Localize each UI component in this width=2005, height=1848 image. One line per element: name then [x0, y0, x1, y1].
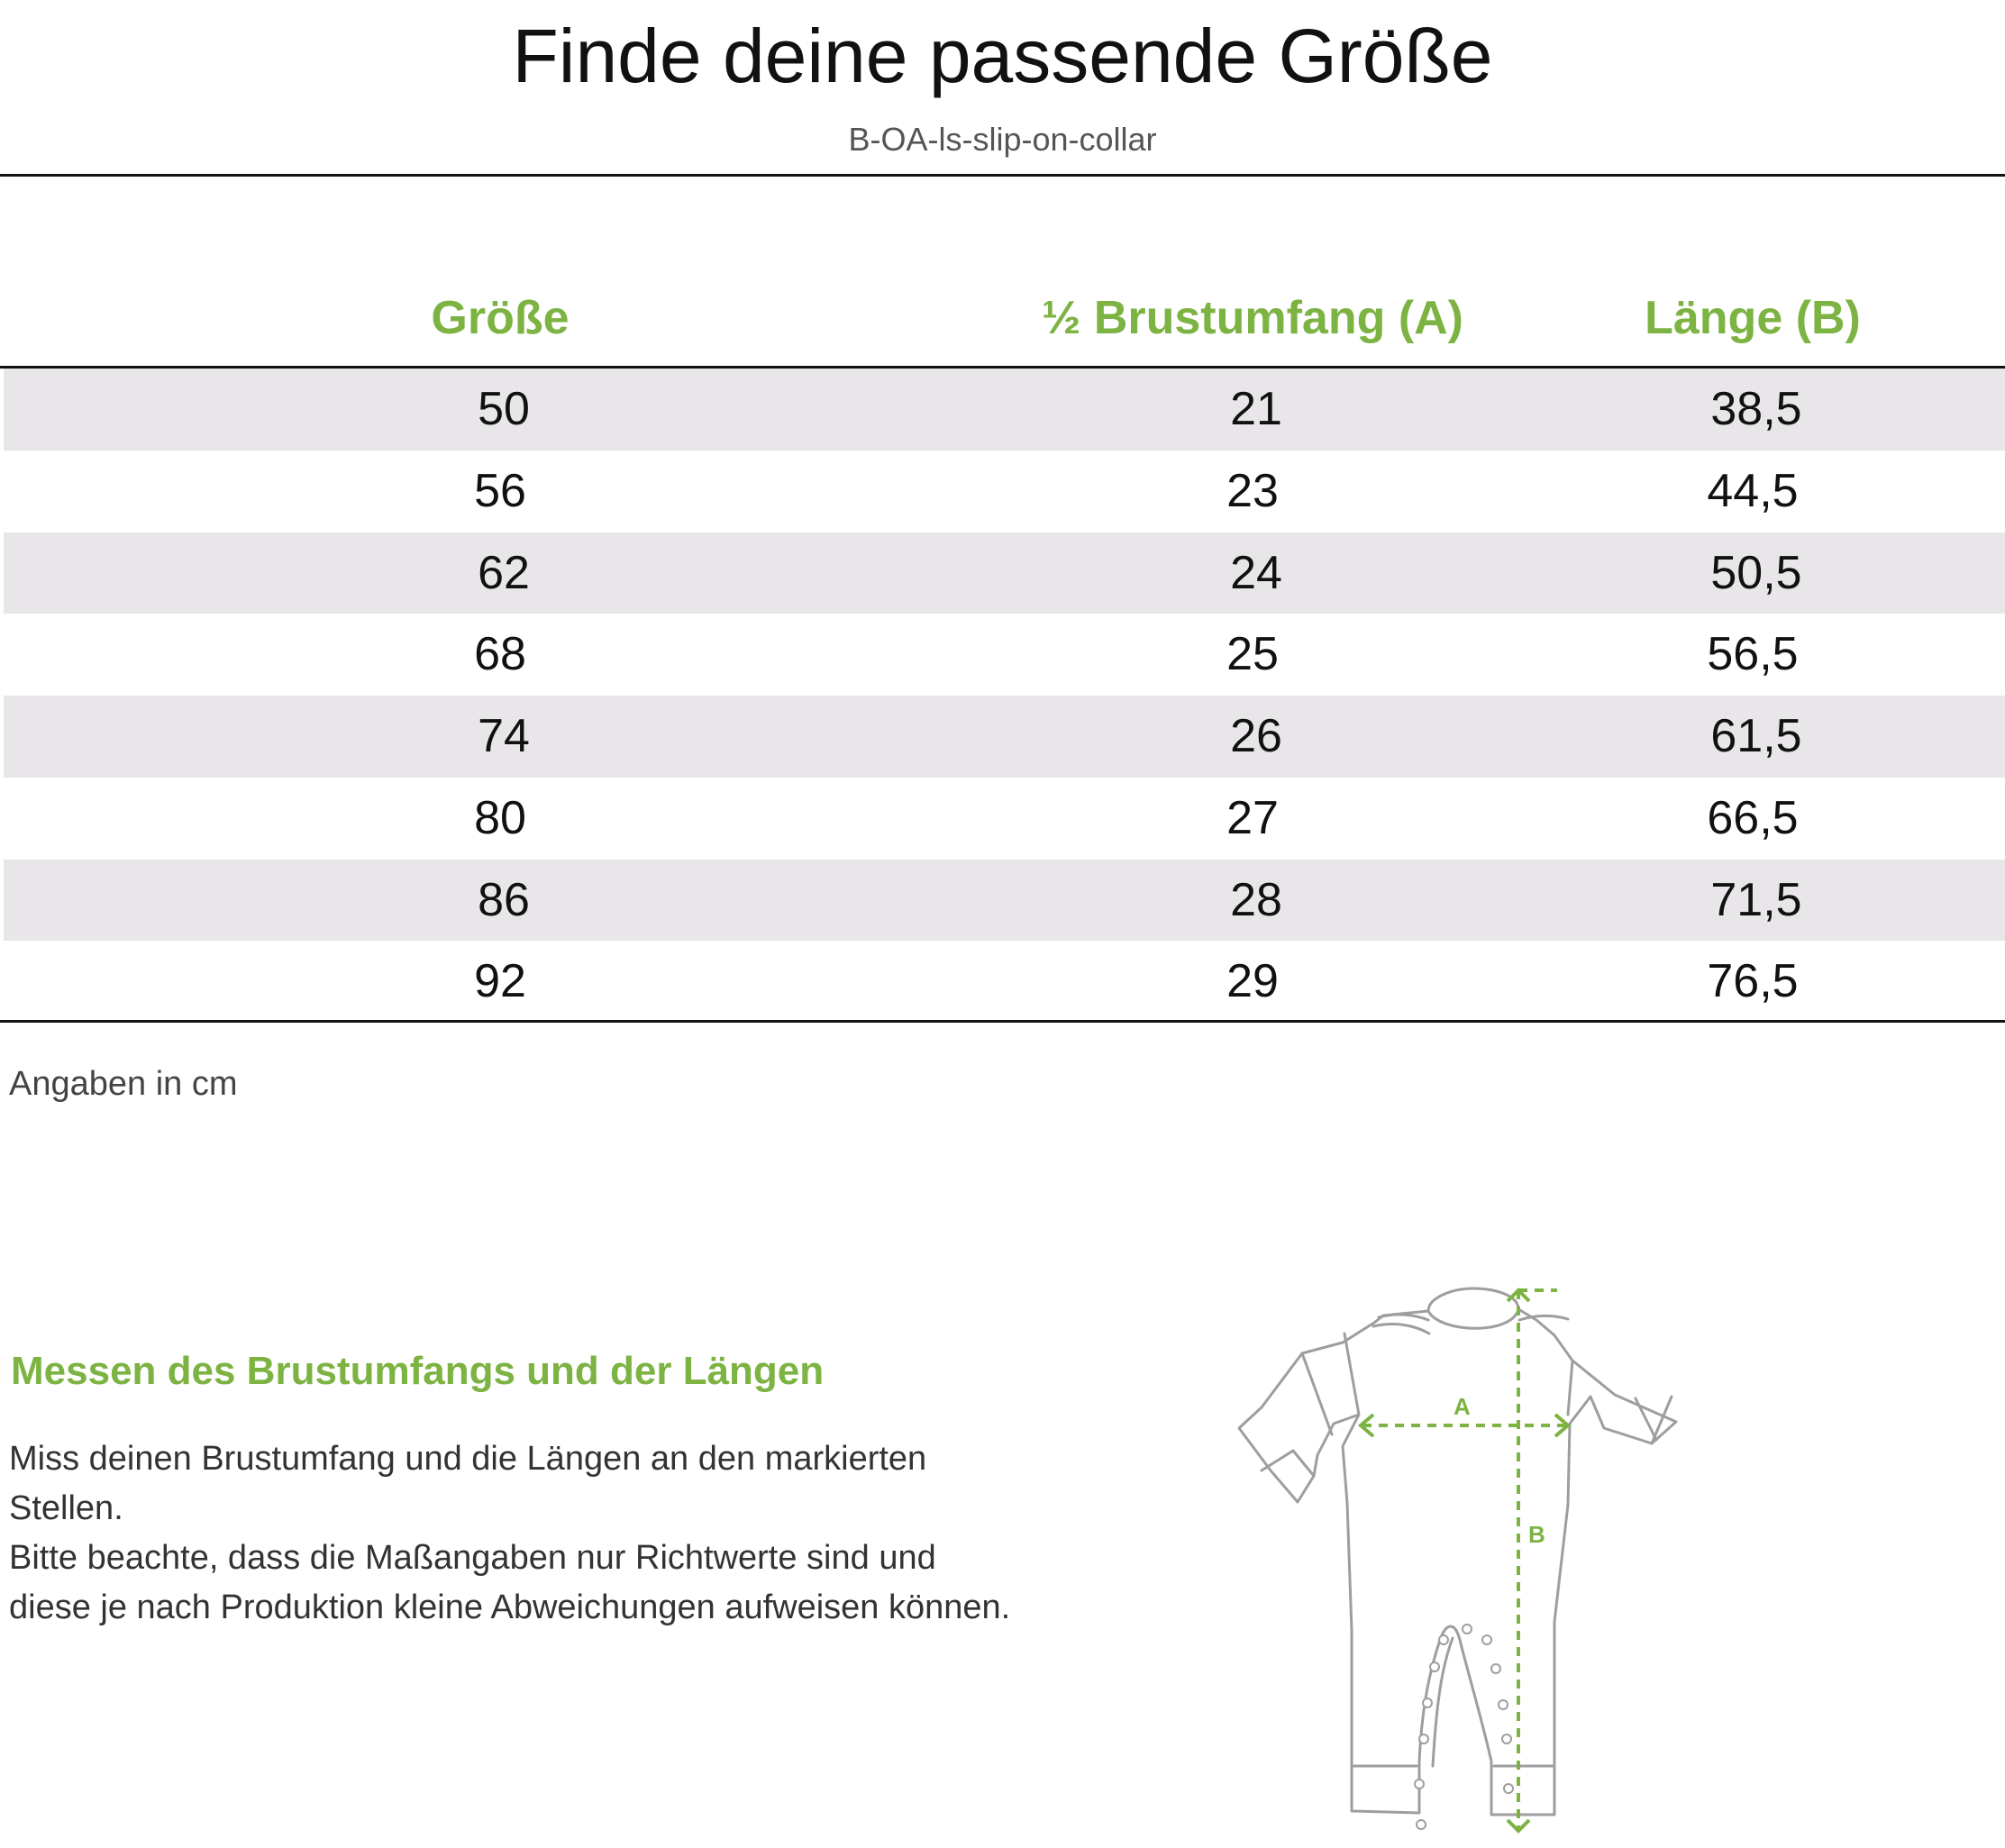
table-row — [4, 860, 2005, 942]
cell-size: 50 — [478, 383, 530, 435]
table-bottom-divider — [0, 1020, 2005, 1023]
cell-size: 68 — [474, 628, 526, 681]
table-row — [0, 941, 2005, 1023]
measure-label-b: B — [1528, 1521, 1545, 1548]
table-row — [0, 614, 2005, 696]
cell-size: 92 — [474, 955, 526, 1008]
title-divider — [0, 174, 2005, 177]
cell-half-chest: 21 — [1230, 383, 1282, 435]
cell-length: 38,5 — [1710, 383, 1802, 435]
cell-half-chest: 24 — [1230, 546, 1282, 599]
units-note: Angaben in cm — [9, 1065, 238, 1103]
column-header-half-chest: ½ Brustumfang (A) — [1042, 292, 1463, 344]
cell-size: 62 — [478, 546, 530, 599]
size-table — [0, 279, 2005, 1008]
column-header-size: Größe — [431, 292, 570, 344]
page-title: Finde deine passende Größe — [512, 14, 1493, 98]
measuring-instructions — [9, 1434, 1027, 1633]
cell-length: 76,5 — [1707, 955, 1799, 1008]
cell-length: 56,5 — [1707, 628, 1799, 681]
cell-half-chest: 25 — [1226, 628, 1279, 681]
table-row — [4, 369, 2005, 451]
cell-length: 71,5 — [1710, 873, 1802, 926]
cell-half-chest: 28 — [1230, 873, 1282, 926]
disclaimer-paragraph: Bitte beachte, dass die Maßangaben nur Richtwerte sind und diese je nach Produktion kleine Abweichungen aufweisen können. — [9, 1539, 1011, 1626]
cell-size: 80 — [474, 791, 526, 844]
table-header — [0, 279, 2005, 368]
cell-length: 61,5 — [1710, 710, 1802, 762]
column-header-length: Länge (B) — [1645, 292, 1861, 344]
table-row — [0, 778, 2005, 860]
measuring-heading: Messen des Brustumfangs und der Längen — [11, 1349, 825, 1393]
product-code: B-OA-ls-slip-on-collar — [848, 121, 1157, 158]
cell-size: 86 — [478, 873, 530, 926]
cell-size: 74 — [478, 710, 530, 762]
cell-half-chest: 26 — [1230, 710, 1282, 762]
cell-half-chest: 29 — [1226, 955, 1279, 1008]
table-body — [0, 369, 2005, 1023]
cell-size: 56 — [474, 464, 526, 517]
instruction-paragraph: Miss deinen Brustumfang und die Längen an den markierten Stellen. — [9, 1440, 927, 1527]
cell-length: 66,5 — [1707, 791, 1799, 844]
table-row — [0, 451, 2005, 533]
table-row — [4, 696, 2005, 778]
cell-half-chest: 23 — [1226, 464, 1279, 517]
table-row — [4, 533, 2005, 614]
cell-length: 50,5 — [1710, 546, 1802, 599]
bodysuit-illustration — [1226, 1279, 1784, 1843]
measure-label-a: A — [1454, 1393, 1471, 1420]
cell-length: 44,5 — [1707, 464, 1799, 517]
cell-half-chest: 27 — [1226, 791, 1279, 844]
